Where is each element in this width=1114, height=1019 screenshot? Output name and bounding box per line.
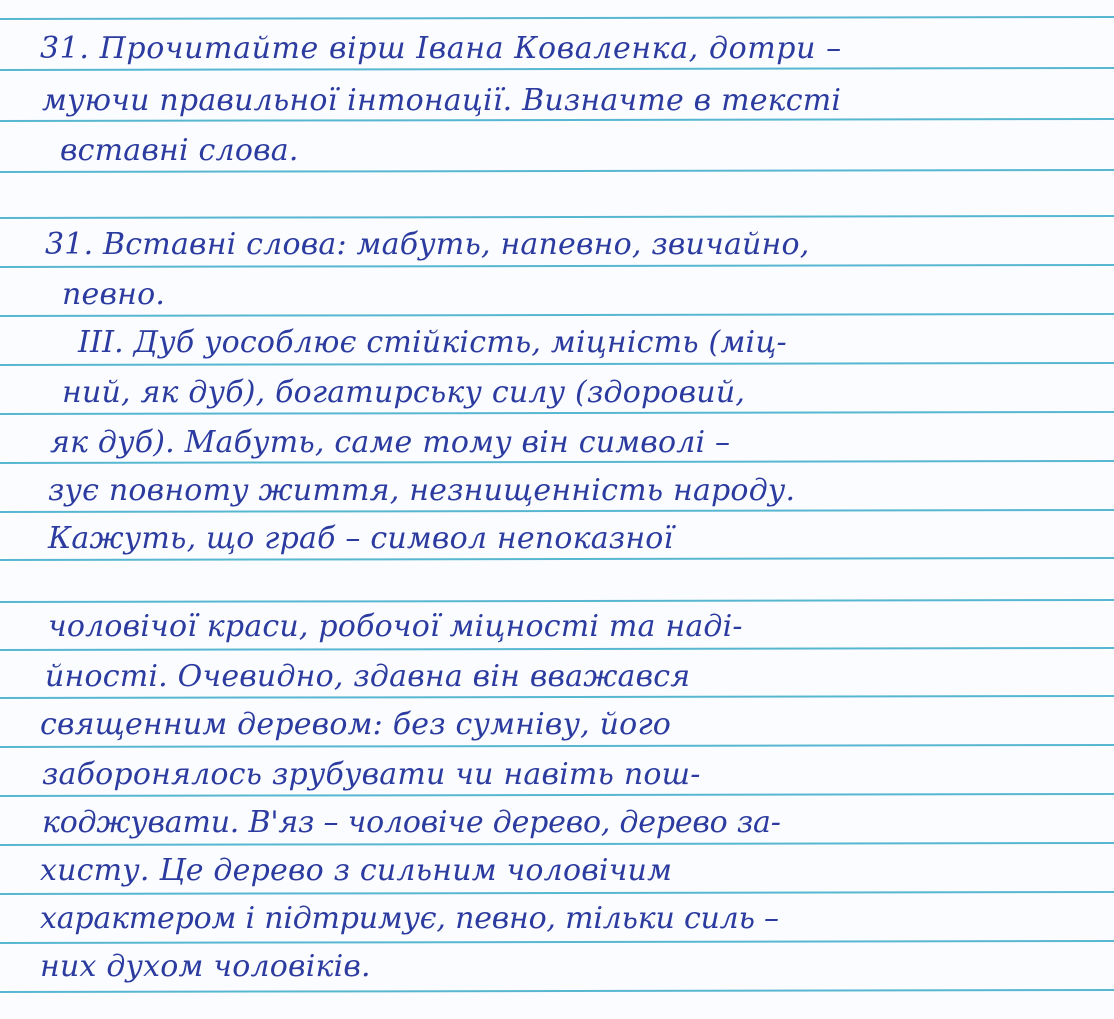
answer-line: певно. (62, 277, 166, 312)
answer-line: коджувати. В'яз – чоловіче дерево, дерево за- (42, 805, 781, 840)
answer-line: чоловічої краси, робочої міцності та наді- (48, 609, 743, 644)
rule-line (0, 745, 1114, 747)
rule-line (0, 558, 1114, 560)
rule-line (0, 794, 1114, 796)
rule-line (0, 412, 1114, 414)
answer-line: ний, як дуб), богатирську силу (здоровий, (62, 375, 746, 410)
rule-line (0, 696, 1114, 698)
rule-line (0, 941, 1114, 943)
answer-line: 31. Вставні слова: мабуть, напевно, звичайно, (45, 227, 810, 262)
rule-line (0, 17, 1114, 19)
rule-line (0, 363, 1114, 365)
exercise-heading-line: муючи правильної інтонації. Визначте в тексті (42, 83, 842, 118)
exercise-heading-line: 31. Прочитайте вірш Івана Коваленка, дотри – (40, 31, 842, 66)
answer-line: йності. Очевидно, здавна він вважався (45, 659, 691, 694)
rule-line (0, 990, 1114, 992)
rule-line (0, 892, 1114, 894)
answer-line: характером і підтримує, певно, тільки силь – (40, 901, 779, 936)
answer-line: зує повноту життя, незнищенність народу. (48, 473, 796, 508)
rule-line (0, 314, 1114, 316)
answer-line: Кажуть, що граб – символ непоказної (48, 521, 674, 556)
rule-line (0, 119, 1114, 121)
rule-line (0, 600, 1114, 602)
rule-line (0, 68, 1114, 70)
rule-line (0, 461, 1114, 463)
answer-line: хисту. Це дерево з сильним чоловічим (40, 853, 673, 888)
answer-line: як дуб). Мабуть, саме тому він символі – (50, 425, 731, 460)
answer-line: ІІІ. Дуб уособлює стійкість, міцність (міц- (78, 325, 787, 360)
answer-line: священним деревом: без сумніву, його (40, 707, 672, 742)
rule-line (0, 265, 1114, 267)
answer-line: них духом чоловіків. (40, 949, 371, 984)
rule-line (0, 216, 1114, 218)
rule-line (0, 648, 1114, 650)
rule-line (0, 510, 1114, 512)
exercise-heading-line: вставні слова. (60, 133, 299, 168)
answer-line: заборонялось зрубувати чи навіть пош- (42, 757, 701, 792)
rule-line (0, 170, 1114, 172)
rule-line (0, 843, 1114, 845)
